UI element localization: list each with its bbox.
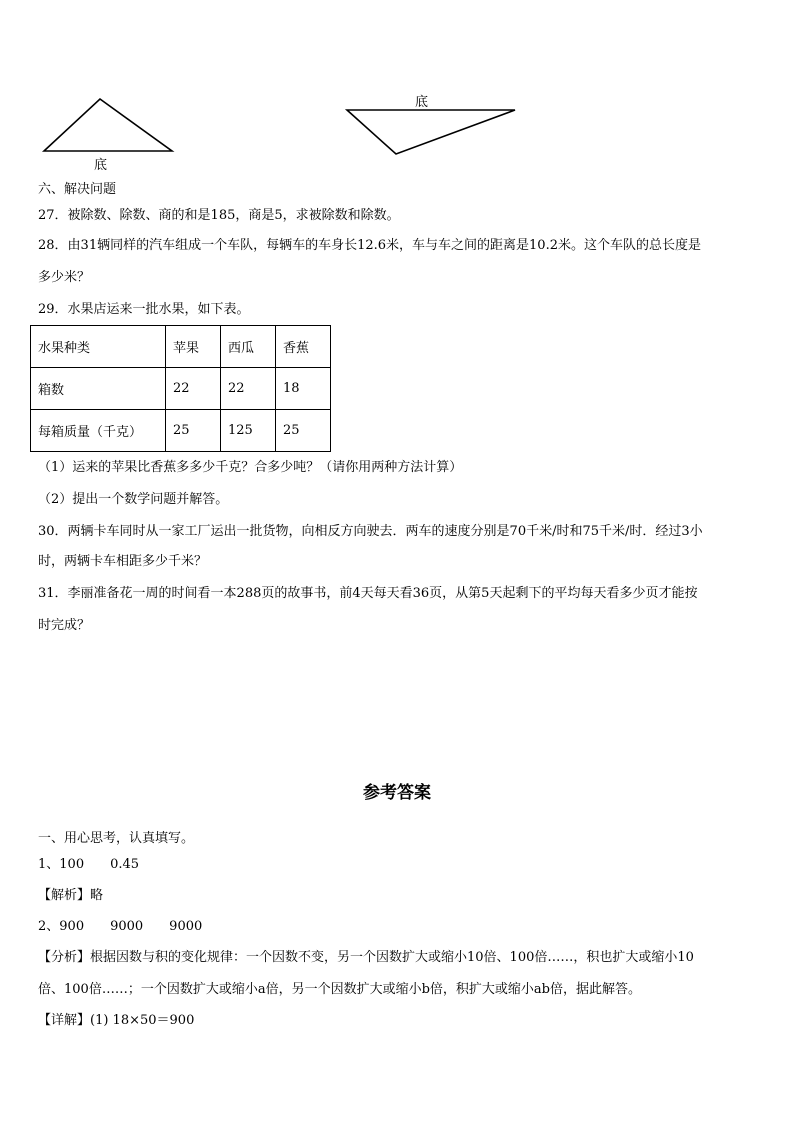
table-cell: 香蕉 [276,326,331,368]
table-cell: 水果种类 [31,326,166,368]
question-27: 27．被除数、除数、商的和是185，商是5，求被除数和除数。 [38,208,400,223]
table-cell: 25 [166,410,221,452]
fruit-table [30,325,331,452]
question-29: 29．水果店运来一批水果，如下表。 [38,302,250,317]
table-cell: 每箱质量（千克） [31,410,166,452]
table-row [31,326,331,368]
triangle-1-base-label: 底 [94,158,108,173]
triangle-2 [347,110,515,154]
question-31-line1: 31．李丽准备花一周的时间看一本288页的故事书，前4天每天看36页，从第5天起剩下的平均每天看多少页才能按 [38,586,698,601]
answer-1: 1、100 0.45 [38,857,140,872]
table-cell: 西瓜 [221,326,276,368]
section6-heading: 六、解决问题 [38,182,117,197]
question-28-line1: 28．由31辆同样的汽车组成一个车队，每辆车的车身长12.6米，车与车之间的距离是10.2米。这个车队的总长度是 [38,238,701,253]
table-row [31,368,331,410]
table-cell: 箱数 [31,368,166,410]
question-28-line2: 多少米？ [38,270,91,285]
triangle-1 [44,99,172,151]
question-29-sub1: （1）运来的苹果比香蕉多多少千克？合多少吨？（请你用两种方法计算） [38,460,463,475]
table-cell: 22 [166,368,221,410]
table-cell: 18 [276,368,331,410]
question-31-line2: 时完成？ [38,618,91,633]
answer-2-detail: 【详解】(1) 18×50＝900 [38,1013,195,1028]
question-30-line1: 30．两辆卡车同时从一家工厂运出一批货物，向相反方向驶去．两车的速度分别是70千米/时和75千米/时．经过3小 [38,524,703,539]
table-cell: 苹果 [166,326,221,368]
answer-2-analysis-line1: 【分析】根据因数与积的变化规律：一个因数不变，另一个因数扩大或缩小10倍、100倍……，积也扩大或缩小10 [38,950,694,965]
question-29-sub2: （2）提出一个数学问题并解答。 [38,492,229,507]
answers-title: 参考答案 [363,783,431,803]
answer-2: 2、900 9000 9000 [38,919,203,934]
triangle-figures [0,0,794,200]
answer-2-analysis-line2: 倍、100倍……；一个因数扩大或缩小a倍，另一个因数扩大或缩小b倍，积扩大或缩小ab倍，据此解答。 [38,982,641,997]
table-cell: 125 [221,410,276,452]
table-cell: 25 [276,410,331,452]
answer-section1-heading: 一、用心思考，认真填写。 [38,831,195,846]
table-cell: 22 [221,368,276,410]
table-row [31,410,331,452]
answer-1-analysis: 【解析】略 [38,888,104,903]
question-30-line2: 时，两辆卡车相距多少千米？ [38,554,208,569]
triangle-2-base-label: 底 [415,95,429,110]
